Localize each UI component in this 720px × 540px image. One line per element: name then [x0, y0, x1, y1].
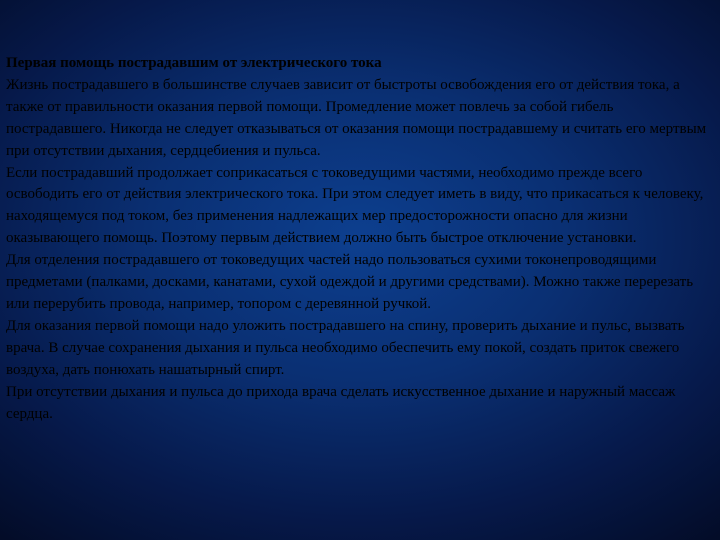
slide-text-body [6, 53, 712, 425]
paragraph-resuscitation: При отсутствии дыхания и пульса до прихода врача сделать искусственное дыхание и наружный массаж сердца. [6, 383, 676, 422]
paragraph-separation-means: Для отделения пострадавшего от токоведущих частей надо пользоваться сухими токонепроводящими предметами (палками, досками, канатами, сухой одеждой и другими средствами). Можно также перерезать или перерубить провода, например, топором с деревянной ручкой. [6, 252, 694, 312]
slide-title: Первая помощь пострадавшим от электрического тока [6, 55, 382, 71]
paragraph-release-from-current: Если пострадавший продолжает соприкасаться с токоведущими частями, необходимо прежде всего освободить его от действия электрического тока. При этом следует иметь в виду, что прикасаться к человеку, находящемуся под током, без применения надлежащих мер предосторожности опасно для жизни оказывающего помощь. Поэтому первым действием должно быть быстрое отключение установки. [6, 164, 704, 247]
paragraph-first-aid-steps: Для оказания первой помощи надо уложить пострадавшего на спину, проверить дыхание и пульс, вызвать врача. В случае сохранения дыхания и пульса необходимо обеспечить ему покой, создать приток свежего воздуха, дать понюхать нашатырный спирт. [6, 317, 685, 378]
paragraph-intro: Жизнь пострадавшего в большинстве случаев зависит от быстроты освобождения его от действия тока, а также от правильности оказания первой помощи. Промедление может повлечь за собой гибель пострадавшего. Никогда не следует отказываться от оказания помощи пострадавшему и считать его мертвым при отсутствии дыхания, сердцебиения и пульса. [6, 76, 707, 159]
